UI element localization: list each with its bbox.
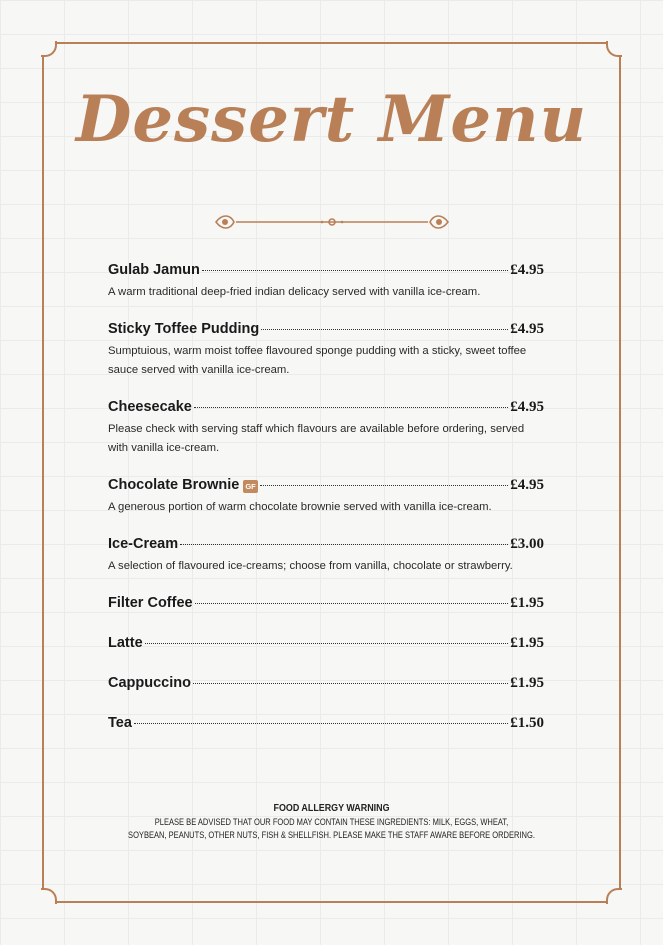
item-price: £4.95 xyxy=(510,321,544,337)
dot-leader xyxy=(261,329,508,330)
item-price: £1.95 xyxy=(510,675,544,691)
item-name: Filter Coffee xyxy=(108,595,193,611)
item-description: A generous portion of warm chocolate brownie served with vanilla ice-cream. xyxy=(108,501,492,513)
frame-corner xyxy=(41,41,57,57)
menu-item xyxy=(108,675,544,695)
item-description: A warm traditional deep-fried indian delicacy served with vanilla ice-cream. xyxy=(108,286,481,298)
item-name: Chocolate Brownie xyxy=(108,477,240,493)
menu-item xyxy=(108,635,544,655)
dot-leader xyxy=(194,407,508,408)
frame-corner xyxy=(606,888,622,904)
item-name: Ice-Cream xyxy=(108,536,179,552)
item-name: Gulab Jamun xyxy=(108,262,200,278)
dot-leader xyxy=(180,544,508,545)
item-price: £3.00 xyxy=(510,536,544,552)
menu-item xyxy=(108,399,544,458)
item-description: Please check with serving staff which flavours are available before ordering, served with vanilla ice-cream. xyxy=(108,423,525,454)
menu-item xyxy=(108,262,544,302)
item-name: Tea xyxy=(108,715,132,731)
menu-item xyxy=(108,536,544,576)
allergy-text-line: PLEASE BE ADVISED THAT OUR FOOD MAY CONTAIN THESE INGREDIENTS: MILK, EGGS, WHEAT, xyxy=(154,817,509,827)
menu-title: Dessert Menu xyxy=(75,82,588,157)
dot-leader xyxy=(202,270,508,271)
item-price: £4.95 xyxy=(510,477,544,493)
item-name: Sticky Toffee Pudding xyxy=(108,321,260,337)
item-description: Sumptuious, warm moist toffee flavoured sponge pudding with a sticky, sweet toffee sauce served with vanilla ice-cream. xyxy=(108,345,527,376)
item-name: Latte xyxy=(108,635,143,651)
menu-item xyxy=(108,595,544,615)
menu-item xyxy=(108,477,544,517)
item-price: £1.50 xyxy=(510,715,544,731)
item-price: £1.95 xyxy=(510,635,544,651)
dot-leader xyxy=(145,643,509,644)
frame-corner xyxy=(41,888,57,904)
frame-corner xyxy=(606,41,622,57)
dot-leader xyxy=(193,683,508,684)
item-description: A selection of flavoured ice-creams; choose from vanilla, chocolate or strawberry. xyxy=(108,560,513,572)
item-price: £4.95 xyxy=(510,399,544,415)
item-name: Cheesecake xyxy=(108,399,192,415)
allergy-heading: FOOD ALLERGY WARNING xyxy=(273,802,390,814)
ornamental-divider-icon xyxy=(214,210,450,234)
allergy-text-line: SOYBEAN, PEANUTS, OTHER NUTS, FISH & SHELLFISH. PLEASE MAKE THE STAFF AWARE BEFORE ORDERING. xyxy=(128,830,535,840)
dot-leader xyxy=(134,723,508,724)
dot-leader xyxy=(195,603,509,604)
menu-item xyxy=(108,321,544,380)
item-name: Cappuccino xyxy=(108,675,191,691)
item-price: £4.95 xyxy=(510,262,544,278)
dot-leader xyxy=(260,485,509,486)
menu-items-list xyxy=(108,262,544,755)
menu-item xyxy=(108,715,544,735)
item-price: £1.95 xyxy=(510,595,544,611)
gluten-free-badge: GF xyxy=(245,482,256,491)
allergy-warning xyxy=(60,802,603,842)
